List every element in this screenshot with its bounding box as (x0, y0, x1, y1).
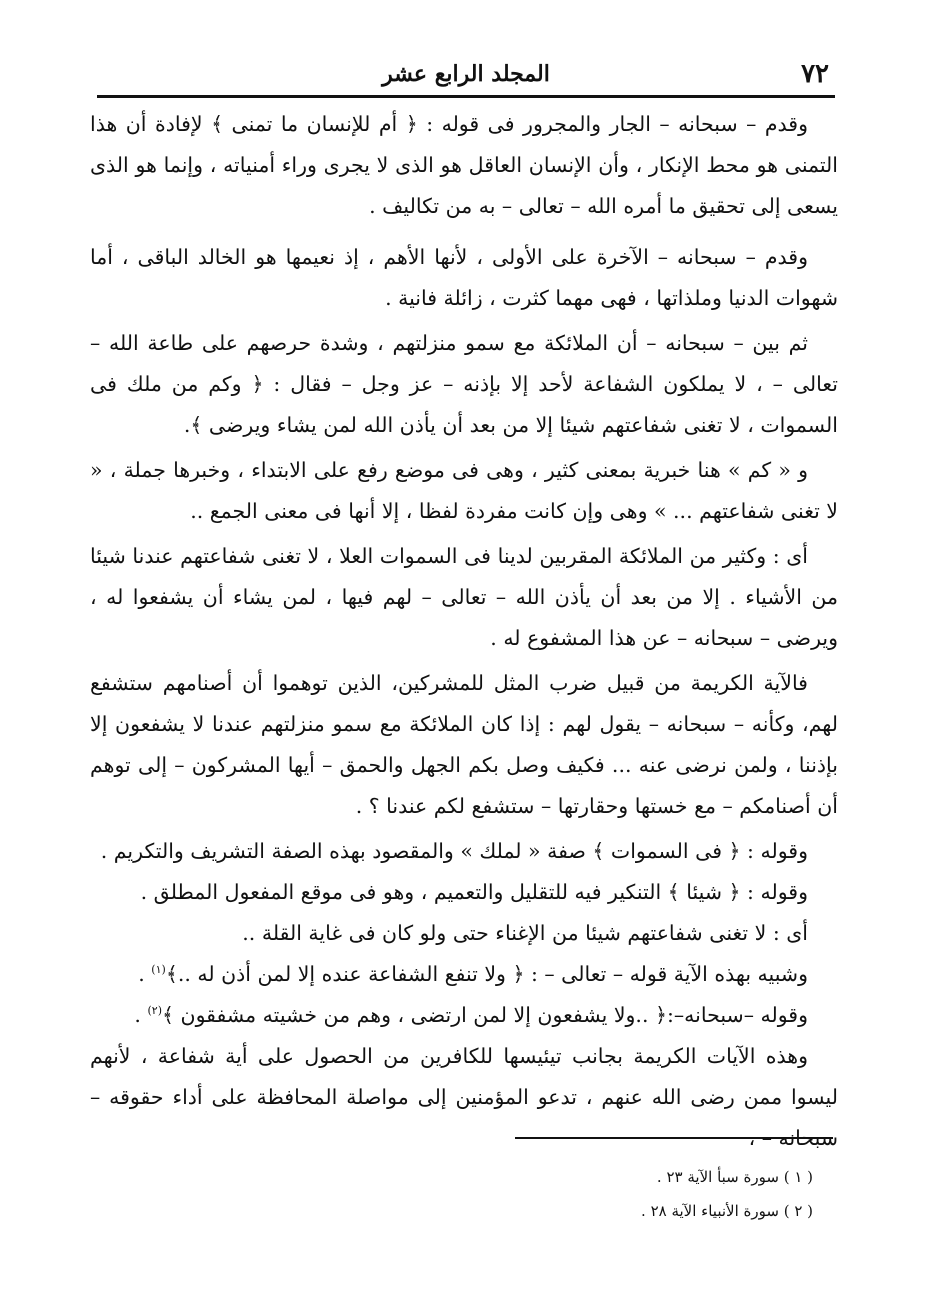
footnote-1: ( ١ ) سورة سبأ الآية ٢٣ . (656, 1168, 813, 1186)
header-divider (97, 95, 835, 98)
footnote-2: ( ٢ ) سورة الأنبياء الآية ٢٨ . (641, 1202, 813, 1220)
footnotes (453, 1160, 813, 1228)
footnote-ref-1: (١) (151, 963, 166, 977)
footnote-divider (515, 1137, 833, 1139)
paragraph-11-text: وقوله –سبحانه–:﴿ ..ولا يشفعون إلا لمن ارتضى ، وهم من خشيته مشفقون ﴾ (161, 1003, 808, 1027)
paragraph-10 (90, 954, 838, 995)
volume-title: المجلد الرابع عشر (382, 61, 550, 87)
main-text (90, 104, 838, 1159)
paragraph-4: و « كم » هنا خبرية بمعنى كثير ، وهى فى موضع رفع على الابتداء ، وخبرها جملة ، « لا تغنى شفاعتهم ... » وهى وإن كانت مفردة لفظا ، إلا أنها فى معنى الجمع .. (90, 458, 838, 523)
page-header (97, 52, 835, 96)
paragraph-8: وقوله : ﴿ شيئا ﴾ التنكير فيه للتقليل والتعميم ، وهو فى موقع المفعول المطلق . (140, 880, 808, 904)
paragraph-9: أى : لا تغنى شفاعتهم شيئا من الإغناء حتى ولو كان فى غاية القلة .. (242, 921, 808, 945)
paragraph-11-end: . (134, 1003, 148, 1027)
paragraph-6: فالآية الكريمة من قبيل ضرب المثل للمشركين، الذين توهموا أن أصنامهم ستشفع لهم، وكأنه – سبحانه – يقول لهم : إذا كان الملائكة مع سمو منزلتهم عندنا لا يشفعون إلا بإذننا ، ولمن نرضى عنه ... فكيف وصل بكم الجهل والحمق – أيها المشركون – إلى توهم أن أصنامكم – مع خستها وحقارتها – ستشفع لكم عندنا ؟ . (90, 671, 838, 818)
paragraph-3: ثم بين – سبحانه – أن الملائكة مع سمو منزلتهم ، وشدة حرصهم على طاعة الله – تعالى – ، لا يملكون الشفاعة لأحد إلا بإذنه – عز وجل – فقال : ﴿ وكم من ملك فى السموات ، لا تغنى شفاعتهم شيئا إلا من بعد أن يأذن الله لمن يشاء ويرضى ﴾. (90, 331, 838, 437)
paragraph-1: وقدم – سبحانه – الجار والمجرور فى قوله : ﴿ أم للإنسان ما تمنى ﴾ لإفادة أن هذا التمنى هو محط الإنكار ، وأن الإنسان العاقل هو الذى لا يجرى وراء أمنياته ، وإنما هو الذى يسعى إلى تحقيق ما أمره الله – تعالى – به من تكاليف . (90, 112, 838, 218)
paragraph-2: وقدم – سبحانه – الآخرة على الأولى ، لأنها الأهم ، إذ نعيمها هو الخالد الباقى ، أما شهوات الدنيا وملذاتها ، فهى مهما كثرت ، زائلة فانية . (90, 245, 838, 310)
paragraph-7: وقوله : ﴿ فى السموات ﴾ صفة « لملك » والمقصود بهذه الصفة التشريف والتكريم . (100, 839, 808, 863)
page-number: ٧٢ (801, 59, 829, 89)
paragraph-12: وهذه الآيات الكريمة بجانب تيئيسها للكافرين من الحصول على أية شفاعة ، لأنهم ليسوا ممن رضى الله عنهم ، تدعو المؤمنين إلى مواصلة المحافظة على أداء حقوقه – سبحانه – ، (90, 1044, 838, 1150)
paragraph-5: أى : وكثير من الملائكة المقربين لدينا فى السموات العلا ، لا تغنى شفاعتهم عندنا شيئا من الأشياء . إلا من بعد أن يأذن الله – تعالى – لهم فيها ، لمن يشاء أن يشفعوا له ، ويرضى – سبحانه – عن هذا المشفوع له . (90, 544, 838, 650)
paragraph-10-end: . (138, 962, 152, 986)
paragraph-10-text: وشبيه بهذه الآية قوله – تعالى – : ﴿ ولا تنفع الشفاعة عنده إلا لمن أذن له ..﴾ (165, 962, 808, 986)
paragraph-11 (90, 995, 838, 1036)
footnote-ref-2: (٢) (147, 1004, 162, 1018)
